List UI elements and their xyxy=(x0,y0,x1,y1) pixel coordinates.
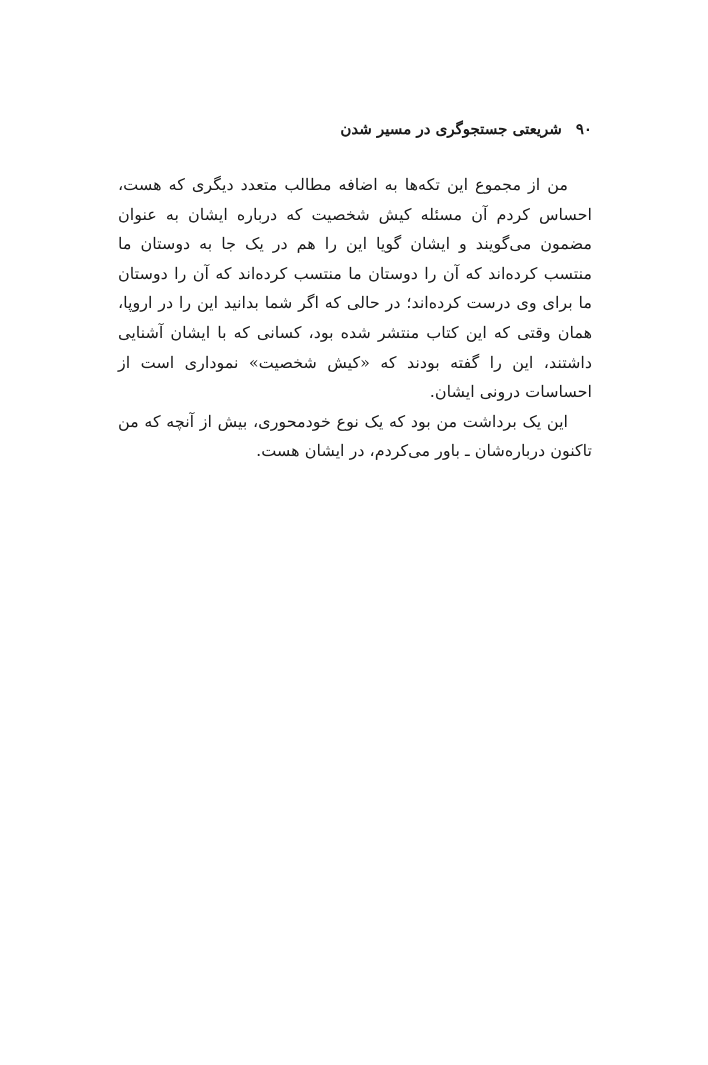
page-number: ۹۰ xyxy=(575,120,592,138)
running-header xyxy=(112,117,592,141)
body-text xyxy=(118,170,592,466)
paragraph: من از مجموع این تکه‌ها به اضافه مطالب متعدد دیگری که هست، احساس کردم آن مسئله کیش شخصیت که درباره ایشان به عنوان مضمون می‌گویند و ایشان گویا این را هم در یک جا به دوستان ما منتسب کرده‌اند که آن را دوستان ما منتسب کرده‌اند که آن را دوستان ما برای وی درست کرده‌اند؛ در حالی که اگر شما بدانید این را در اروپا، همان وقتی که این کتاب منتشر شده بود، کسانی که با ایشان آشنایی داشتند، این را گفته بودند که «کیش شخصیت» نموداری است از احساسات درونی ایشان. xyxy=(118,175,592,402)
paragraph: این یک برداشت من بود که یک نوع خودمحوری، بیش از آنچه که من تاکنون درباره‌شان ـ باور می‌کردم، در ایشان هست. xyxy=(118,411,592,461)
running-title: شریعتی جستجوگری در مسیر شدن xyxy=(340,120,562,138)
